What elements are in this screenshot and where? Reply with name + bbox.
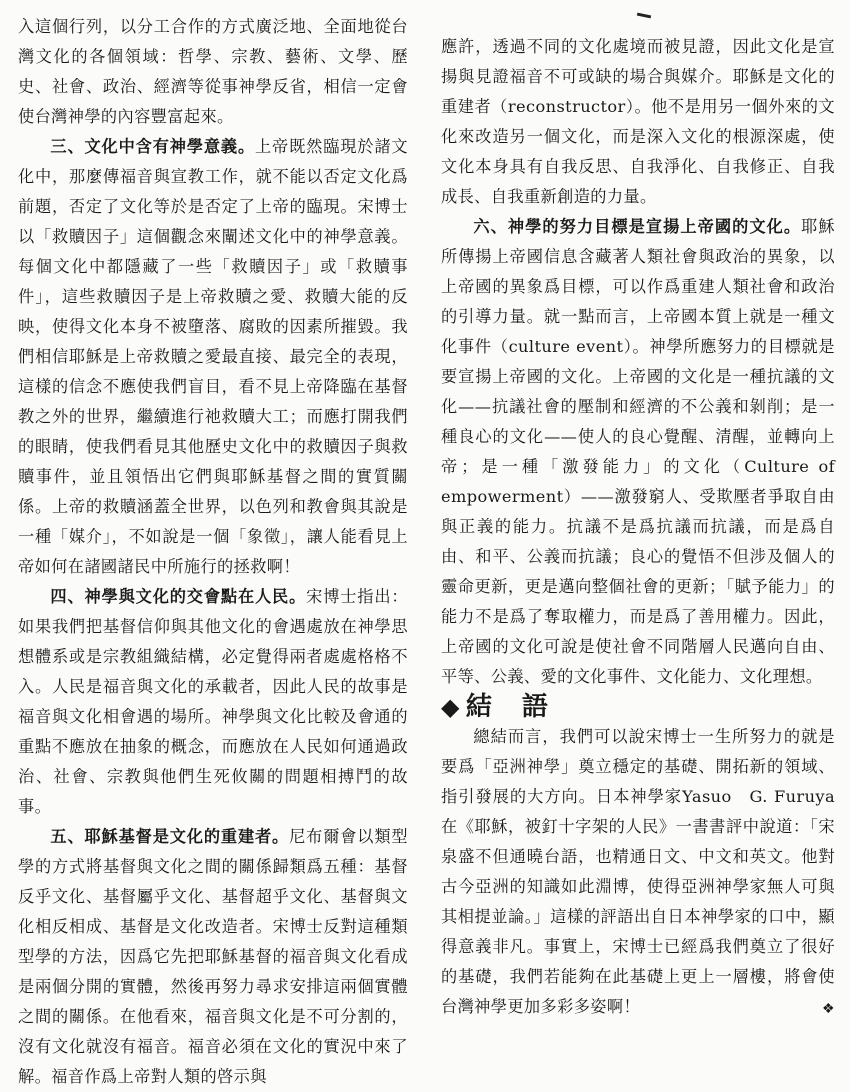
section-5-paragraph [18, 822, 408, 1092]
section-3-lead: 三、文化中含有神學意義。 [50, 137, 255, 156]
section-5-continued: 應許，透過不同的文化處境而被見證，因此文化是宣揚與見證福音不可或缺的場合與媒介。耶穌是文化的重建者（reconstructor）。他不是用另一個外來的文化來改造另一個文化，而是深入文化的根源深處，使文化本身具有自我反思、自我淨化、自我修正、自我成長、自我重新創造的力量。 [441, 37, 835, 206]
intro-paragraph: 入這個行列，以分工合作的方式廣泛地、全面地從台灣文化的各個領域：哲學、宗教、藝術、文學、歷史、社會、政治、經濟等從事神學反省，相信一定會使台灣神學的內容豐富起來。 [18, 17, 408, 126]
conclusion-paragraph [441, 722, 835, 1022]
section-3-paragraph [18, 132, 408, 582]
end-ornament-icon: ❖ [822, 1001, 835, 1017]
section-4-body: 宋博士指出：如果我們把基督信仰與其他文化的會遇處放在神學思想體系或是宗教組織結構，必定覺得兩者處處格格不入。人民是福音與文化的承載者，因此人民的故事是福音與文化相會遇的場所。神學與文化比較及會通的重點不應放在抽象的概念，而應放在人民如何通過政治、社會、宗教與他們生死攸關的問題相搏鬥的故事。 [18, 587, 408, 816]
conclusion-text: 總結而言，我們可以說宋博士一生所努力的就是要爲「亞洲神學」奠立穩定的基礎、開拓新的領域、指引發展的大方向。日本神學家Yasuo G. Furuya在《耶穌，被釘十字架的人民》一書書評中說道：「宋泉盛不但通曉台語，也精通日文、中文和英文。他對古今亞洲的知識如此淵博，使得亞洲神學家無人可與其相提並論。」這樣的評語出自日本神學家的口中，顯得意義非凡。事實上，宋博士已經爲我們奠立了很好的基礎，我們若能夠在此基礎上更上一層樓，將會使台灣神學更加多彩多姿啊！ [441, 727, 835, 1016]
top-dash-mark [637, 13, 651, 19]
conclusion-heading [441, 692, 835, 722]
right-column [441, 32, 835, 1024]
left-column [18, 12, 408, 1092]
section-4-paragraph [18, 582, 408, 822]
section-6-lead: 六、神學的努力目標是宣揚上帝國的文化。 [473, 217, 802, 236]
diamond-icon: ◆ [441, 693, 460, 721]
section-5-body: 尼布爾會以類型學的方式將基督與文化之間的關係歸類爲五種：基督反乎文化、基督屬乎文化、基督超乎文化、基督與文化相反相成、基督是文化改造者。宋博士反對這種類型學的方法，因爲它先把耶穌基督的福音與文化看成是兩個分開的實體，然後再努力尋求安排這兩個實體之間的關係。在他看來，福音與文化是不可分割的，沒有文化就沒有福音。福音必須在文化的實況中來了解。福音作爲上帝對人類的啓示與 [18, 827, 408, 1086]
conclusion-heading-text: 結語 [465, 692, 578, 722]
section-4-lead: 四、神學與文化的交會點在人民。 [50, 587, 307, 606]
section-5-lead: 五、耶穌基督是文化的重建者。 [50, 827, 290, 846]
section-6-body: 耶穌所傳揚上帝國信息含藏著人類社會與政治的異象，以上帝國的異象爲目標，可以作爲重建人類社會和政治的引導力量。就一點而言，上帝國本質上就是一種文化事件（culture event）。神學所應努力的目標就是要宣揚上帝國的文化。上帝國的文化是一種抗議的文化——抗議社會的壓制和經濟的不公義和剝削；是一種良心的文化——使人的良心覺醒、清醒，並轉向上帝；是一種「激發能力」的文化（Culture of empowerment）——激發窮人、受欺壓者爭取自由與正義的能力。抗議不是爲抗議而抗議，而是爲自由、和平、公義而抗議；良心的覺悟不但涉及個人的靈命更新，更是邁向整個社會的更新；「賦予能力」的能力不是爲了奪取權力，而是爲了善用權力。因此，上帝國的文化可說是使社會不同階層人民邁向自由、平等、公義、愛的文化事件、文化能力、文化理想。 [441, 217, 835, 686]
section-6-paragraph [441, 212, 835, 692]
section-3-body: 上帝既然臨現於諸文化中，那麼傳福音與宣教工作，就不能以否定文化爲前題，否定了文化等於是否定了上帝的臨現。宋博士以「救贖因子」這個觀念來闡述文化中的神學意義。每個文化中都隱藏了一些「救贖因子」或「救贖事件」，這些救贖因子是上帝救贖之愛、救贖大能的反映，使得文化本身不被墮落、腐敗的因素所摧毀。我們相信耶穌是上帝救贖之愛最直接、最完全的表現，這樣的信念不應使我們盲目，看不見上帝降臨在基督教之外的世界，繼續進行祂救贖大工；而應打開我們的眼睛，使我們看見其他歷史文化中的救贖因子與救贖事件，並且領悟出它們與耶穌基督之間的實質關係。上帝的救贖涵蓋全世界，以色列和教會與其說是一種「媒介」，不如說是一個「象徵」，讓人能看見上帝如何在諸國諸民中所施行的拯救啊！ [18, 137, 408, 576]
